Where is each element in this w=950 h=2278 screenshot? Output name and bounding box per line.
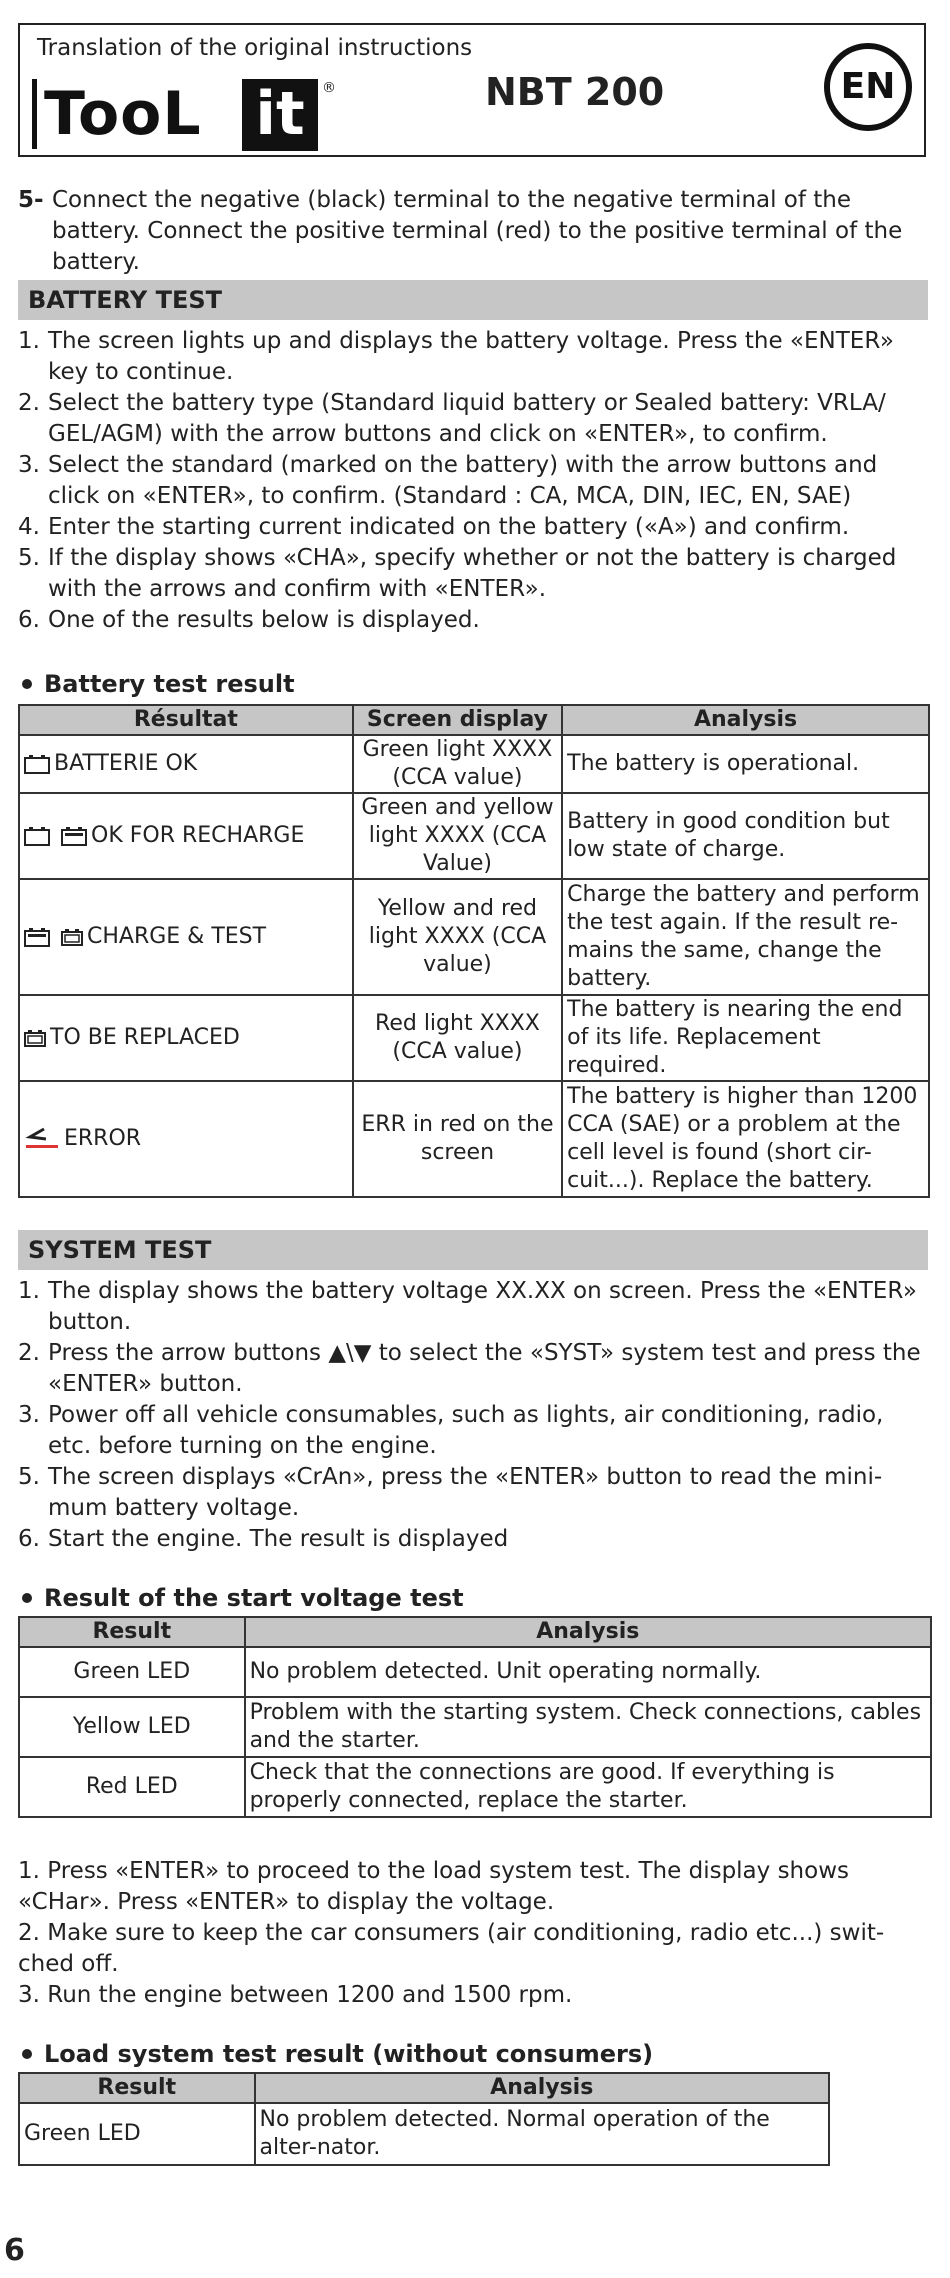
column-header: Result (19, 2073, 255, 2103)
item-number: 3. (18, 452, 40, 478)
translation-note: Translation of the original instructions (37, 35, 473, 61)
result-text: CHARGE & TEST (87, 924, 267, 949)
item-number: 1. (18, 1278, 40, 1304)
analysis-cell: Problem with the starting system. Check connections, cables and the starter. (245, 1697, 931, 1757)
toolit-logo (32, 75, 336, 153)
result-cell (19, 735, 353, 793)
item-text: Select the standard (marked on the battery) with the arrow buttons and click on «ENTER», to confirm. (Standard : CA, MCA, DIN, IEC, EN, SAE) (48, 452, 878, 509)
item-text: The screen lights up and displays the battery voltage. Press the «ENTER» key to continue. (48, 328, 894, 385)
start-result-heading (18, 1582, 464, 1614)
list-item (18, 512, 930, 543)
heading-text: Load system test result (without consumers) (44, 2040, 654, 2068)
battery-low-icon (24, 927, 50, 947)
list-item (18, 1338, 930, 1400)
table-header-row (19, 705, 929, 735)
bullet-icon (22, 2049, 32, 2059)
result-cell (19, 995, 353, 1081)
item-text: Enter the starting current indicated on the battery («A») and confirm. (48, 514, 850, 540)
logo-bar (32, 79, 37, 149)
result-text: ERROR (64, 1126, 142, 1151)
result-text: BATTERIE OK (54, 751, 198, 776)
table-row (19, 1697, 931, 1757)
bullet-icon (22, 679, 32, 689)
system-test-heading: SYSTEM TEST (18, 1230, 928, 1270)
battery-test-heading: BATTERY TEST (18, 280, 928, 320)
start-result-table (18, 1616, 932, 1818)
analysis-cell: The battery is higher than 1200 CCA (SAE) or a problem at the cell level is found (short cir-cuit...). Replace the battery. (562, 1081, 929, 1197)
battery-low-icon (61, 826, 87, 846)
bullet-icon (22, 1593, 32, 1603)
result-cell: Green LED (19, 1647, 245, 1697)
item-number: 5. (18, 545, 40, 571)
battery-result-heading (18, 668, 295, 700)
heading-text: Battery test result (44, 670, 295, 698)
item-text: Power off all vehicle consumables, such as lights, air conditioning, radio, etc. before turning on the engine. (48, 1402, 884, 1459)
paragraph: 2. Make sure to keep the car consumers (air conditioning, radio etc...) swit-ched off. (18, 1920, 885, 1977)
column-header: Screen display (353, 705, 562, 735)
item-text: Start the engine. The result is displayed (48, 1526, 509, 1552)
display-cell: Green and yellow light XXXX (CCA Value) (353, 793, 562, 879)
item-text: Select the battery type (Standard liquid battery or Sealed battery: VRLA/ GEL/AGM) with the arrow buttons and click on «ENTER», to confirm. (48, 390, 886, 447)
result-text: TO BE REPLACED (50, 1025, 240, 1050)
battery-warning-icon (61, 928, 83, 946)
column-header: Analysis (562, 705, 929, 735)
battery-result-table (18, 704, 930, 1198)
result-cell (19, 879, 353, 995)
analysis-cell: The battery is operational. (562, 735, 929, 793)
result-cell: Yellow LED (19, 1697, 245, 1757)
analysis-cell: Check that the connections are good. If everything is properly connected, replace the starter. (245, 1757, 931, 1817)
analysis-cell: Charge the battery and perform the test again. If the result re-mains the same, change the battery. (562, 879, 929, 995)
item-text: If the display shows «CHA», specify whether or not the battery is charged with the arrows and confirm with «ENTER». (48, 545, 897, 602)
item-number: 2. (18, 1340, 40, 1366)
table-row (19, 1081, 929, 1197)
result-text: OK FOR RECHARGE (91, 823, 305, 848)
list-item (18, 543, 930, 605)
list-item (18, 1462, 930, 1524)
list-item (18, 326, 930, 388)
page-number: 6 (4, 2233, 25, 2268)
paragraph: 1. Press «ENTER» to proceed to the load system test. The display shows «CHar». Press «ENTER» to display the voltage. (18, 1858, 849, 1915)
logo-text-tool: TooL (44, 79, 202, 149)
list-item (18, 388, 930, 450)
table-row (19, 2103, 829, 2165)
list-item (18, 1524, 930, 1555)
step-text: Connect the negative (black) terminal to the negative terminal of the battery. Connect the positive terminal (red) to the positive terminal of the battery. (52, 187, 903, 275)
item-number: 3. (18, 1402, 40, 1428)
list-item (18, 450, 930, 512)
item-text: The display shows the battery voltage XX.XX on screen. Press the «ENTER» button. (48, 1278, 917, 1335)
table-row (19, 1757, 931, 1817)
step-number: 5- (18, 187, 44, 213)
load-test-steps (18, 1856, 918, 2011)
analysis-cell: No problem detected. Normal operation of the alter-nator. (255, 2103, 830, 2165)
analysis-cell: No problem detected. Unit operating normally. (245, 1647, 931, 1697)
column-header: Result (19, 1617, 245, 1647)
table-header-row (19, 2073, 829, 2103)
load-result-heading (18, 2038, 653, 2070)
result-cell: Red LED (19, 1757, 245, 1817)
battery-icon (24, 754, 50, 774)
analysis-cell: The battery is nearing the end of its life. Replacement required. (562, 995, 929, 1081)
item-text: One of the results below is displayed. (48, 607, 480, 633)
paragraph: 3. Run the engine between 1200 and 1500 rpm. (18, 1982, 573, 2008)
item-text: Press the arrow buttons ▲\▼ to select the «SYST» system test and press the «ENTER» button. (48, 1340, 921, 1397)
table-row (19, 735, 929, 793)
item-number: 2. (18, 390, 40, 416)
column-header: Résultat (19, 705, 353, 735)
result-cell: Green LED (19, 2103, 255, 2165)
column-header: Analysis (255, 2073, 830, 2103)
table-header-row (19, 1617, 931, 1647)
table-row (19, 793, 929, 879)
display-cell: Yellow and red light XXXX (CCA value) (353, 879, 562, 995)
error-indicator-icon (24, 1125, 60, 1153)
list-item (18, 1276, 930, 1338)
display-cell: Green light XXXX (CCA value) (353, 735, 562, 793)
logo-registered-mark: ® (322, 80, 336, 96)
battery-warning-icon (24, 1029, 46, 1047)
display-cell: ERR in red on the screen (353, 1081, 562, 1197)
item-number: 1. (18, 328, 40, 354)
item-number: 6. (18, 1526, 40, 1552)
header-box (18, 23, 926, 157)
heading-text: Result of the start voltage test (44, 1584, 464, 1612)
display-cell: Red light XXXX (CCA value) (353, 995, 562, 1081)
result-cell (19, 1081, 353, 1197)
battery-icon (24, 826, 50, 846)
table-row (19, 1647, 931, 1697)
list-item (18, 605, 930, 636)
list-item (18, 1400, 930, 1462)
model-name: NBT 200 (485, 70, 665, 114)
item-number: 5. (18, 1464, 40, 1490)
system-test-steps (18, 1276, 930, 1555)
load-result-table (18, 2072, 830, 2166)
logo-text-it: it (242, 79, 318, 151)
result-cell (19, 793, 353, 879)
table-row (19, 879, 929, 995)
table-row (19, 995, 929, 1081)
column-header: Analysis (245, 1617, 931, 1647)
battery-test-steps (18, 326, 930, 636)
item-text: The screen displays «CrAn», press the «ENTER» button to read the mini-mum battery voltage. (48, 1464, 883, 1521)
language-badge: EN (824, 43, 912, 131)
item-number: 4. (18, 514, 40, 540)
analysis-cell: Battery in good condition but low state of charge. (562, 793, 929, 879)
item-number: 6. (18, 607, 40, 633)
